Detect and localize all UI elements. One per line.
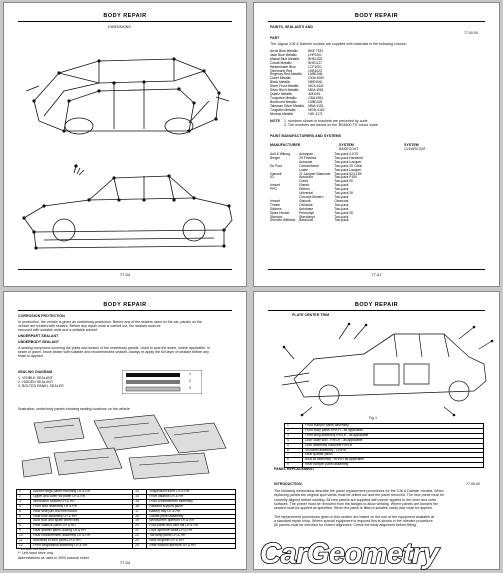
table-row (268, 113, 327, 117)
panel-exploded-diagram (254, 319, 500, 419)
clearcoat-system: Two-pack 2K Clear (334, 163, 363, 168)
page-number: 77-04 (119, 272, 131, 277)
legend-number: 14 (133, 494, 147, 499)
page-subtitle: DIMENSIONS (108, 25, 131, 29)
body-shell-top-diagram (4, 31, 247, 151)
manufacturer-name: Du Pont (270, 163, 282, 168)
sealing-legend-table (16, 489, 236, 549)
colour-code: BHE1117 (308, 60, 322, 65)
note-2: ** Left hand drive only (18, 551, 54, 555)
legend-number: 3 (17, 499, 31, 504)
page-sealant (3, 291, 247, 570)
clearcoat-system: Two-pack (334, 183, 349, 188)
basecoat-system: Cobra (299, 179, 309, 184)
header-rule (268, 310, 485, 311)
page-dimensions (3, 2, 247, 287)
basecoat-system: Lucite (299, 167, 308, 172)
clearcoat-system: Two-pack Hardener (334, 155, 364, 160)
legend-description: Wheelarch sealant LH & RH (31, 499, 133, 504)
clearcoat-system: Two-pack (334, 202, 349, 207)
colour-code: MNA 4151 (308, 103, 324, 108)
panel-number: 3 (285, 433, 303, 438)
panel-description: Front body panel RH/LH - as applicable (303, 428, 484, 433)
sealing-title: SEALING DIAGRAM (18, 370, 53, 374)
colour-name: Westminster Blue (270, 64, 296, 69)
manufacturer-name: Ault & Wiborg (270, 152, 291, 156)
basecoat-system: Basecoat (299, 218, 313, 223)
manufacturer-name: Inmont (270, 183, 281, 188)
legend-description: Scuttle panel assembly (147, 514, 236, 519)
underpart-title: UNDERPART SEALANT (18, 334, 59, 338)
manufacturer-name: PPG (270, 187, 277, 192)
colour-code: BKE 7331 (308, 49, 324, 53)
sealing-code-3: 3 (189, 386, 191, 390)
manufacturer-name: Trimite (270, 202, 280, 207)
page-number: 77-04 (119, 560, 131, 565)
legend-number: 13 (133, 490, 147, 495)
legend-description: Suspension turret LH & RH (147, 490, 236, 495)
basecoat-system: Centari/Imron (299, 163, 320, 168)
legend-number: 22 (133, 534, 147, 539)
page-panel-replacement (253, 291, 500, 570)
legend-description: Tail lamp panel LH & RH (147, 534, 236, 539)
colour-code: CKM 4060 (308, 76, 324, 81)
manufacturer-name: Berger (270, 155, 280, 160)
sealing-code-1: 1 (189, 372, 191, 376)
colour-code: LCF1001 (308, 64, 322, 69)
clearcoat-system: Two-pack P190 (334, 175, 358, 180)
intro-text: The Jaguar XJ6 & Daimler models are supplied with materials in the following colours: (270, 42, 407, 46)
header-rule (18, 310, 232, 311)
table-row (268, 219, 365, 223)
table-row (285, 463, 484, 468)
legend-number: 1 (17, 490, 31, 495)
colour-name: Buckhurst Metallic (270, 99, 297, 104)
basecoat-system: Permahyd (299, 210, 315, 215)
underbody-title: UNDERBODY SEALANT (18, 340, 60, 344)
legend-description: Windscreen aperture LH & RH (147, 519, 236, 524)
intro-line: All panels must be checked for correct alignment. Check the body alignment before fitting. (274, 523, 417, 528)
legend-number: 18 (133, 514, 147, 519)
watermark-logo: CarGeometry (260, 538, 439, 570)
legend-number: 10 (17, 534, 31, 539)
legend-row (17, 543, 236, 548)
note-1: * Vehicle not fitted (18, 547, 47, 551)
colour-code: BHE1022 (308, 56, 323, 61)
legend-description: Battery tray LH & RH (147, 509, 236, 514)
manufacturer-name: ICI (270, 175, 275, 180)
manufacturer-name: Sikkens (270, 206, 282, 211)
colour-code: CBA 4351 (308, 95, 324, 100)
manufacturer-name: Inmont (270, 198, 281, 203)
colour-name: Quartz Metallic (270, 91, 292, 96)
col-system-2: SYSTEM (404, 143, 419, 147)
page-number: 77-47 (371, 272, 382, 277)
sealing-item-3: 3. BOLTED PANEL SEALER (18, 384, 64, 388)
colour-code: LMB1025 (308, 99, 323, 104)
panels-table (284, 423, 484, 468)
basecoat-system: Concept Modern (299, 194, 324, 199)
clearcoat-system: Two-pack (334, 187, 349, 192)
colour-code: MGM 4162 (308, 107, 325, 112)
header-rule (268, 21, 485, 22)
legend-description: Rear quarter panel closing LH & RH (31, 529, 133, 534)
note-2: 2. The numbers are based on the 'BS4800 TS' colour scale (284, 123, 378, 127)
underbody-line-2: seam or panel, brush sealer with suitable and recommended sealant. Always re-apply the full layer of sealant before any (18, 350, 209, 354)
panel-description: Rear quarter panel (303, 453, 484, 458)
clearcoat-system: Two-pack 2K (334, 179, 354, 184)
panel-description: Boot lid assembly - RH/LH as applicable (303, 458, 484, 463)
diagram-caption: Illustration, underbody panels showing sealing locations on the vehicle (18, 407, 130, 411)
legend-number: 24 (133, 543, 147, 548)
colour-code: HJE 4171 (308, 111, 323, 116)
panel-description: Door assembly complete RH/LH (303, 443, 484, 448)
panel-description: Sill panel assembly - LH/RH (303, 448, 484, 453)
panel-description: Door outer skin - RH/LH - as applicable (303, 438, 484, 443)
legend-number: 19 (133, 519, 147, 524)
legend-number: 11 (17, 539, 31, 544)
colour-name: Mistral Blue Metallic (270, 56, 300, 61)
colour-name: Silver Frost Metallic (270, 84, 299, 89)
colour-name: Cobalt Metallic (270, 60, 292, 65)
colour-code: LHF0201 (308, 52, 322, 57)
sealing-item-1: 1. VISIBLE SEALANT (18, 376, 53, 380)
legend-description: Rear crossmember assembly LH & RH (31, 534, 133, 539)
colour-name: Claret Metallic (270, 76, 291, 81)
basecoat-system: Glasurit (299, 198, 311, 203)
footer-rule (18, 269, 232, 270)
manufacturers-title: PAINT MANUFACTURERS AND SYSTEMS (270, 134, 342, 138)
corrosion-title: CORROSION PROTECTION (18, 314, 65, 318)
legend-number: 16 (133, 504, 147, 509)
legend-description: Upper and lower sill panel LH & RH (31, 494, 133, 499)
page-header: BODY REPAIR (103, 302, 147, 308)
header-rule (18, 21, 232, 22)
section-code: 77.00.00 (464, 31, 478, 35)
basecoat-system: Autocolor (299, 175, 314, 180)
basecoat-system: Autobase (299, 206, 314, 211)
legend-description: Boot floor and spare wheel well (31, 519, 133, 524)
panels-title: PLATE CENTER TRIM (292, 313, 330, 317)
colour-name: Turquoise Metallic (270, 95, 297, 100)
colour-code: LKB1023 (308, 68, 322, 73)
colour-name: Glenmorie Red (270, 68, 293, 73)
basecoat-system: 2K Finishes (299, 155, 317, 160)
legend-description: Rear valance panel LH & RH (31, 524, 133, 529)
clearcoat-system: Two-pack (334, 214, 349, 219)
clearcoat-system: Two-pack (334, 206, 349, 211)
note-1: 1. numbers shown in brackets are preceded by code (284, 119, 368, 123)
colour-code: MDA 4051 (308, 88, 324, 93)
colour-table (268, 50, 327, 116)
basecoat-system: Autospan (299, 152, 314, 156)
legend-number: 9 (17, 529, 31, 534)
underbody-line-1: A sealing compound covering the joints and seams of the underbody panels. Used to seal the seam, where applicable, in (18, 346, 210, 350)
colour-name: Tungsten Metallic (270, 107, 296, 112)
panel-description: Front wing assembly RH/LH - as applicable (303, 433, 484, 438)
clearcoat-system: Two-pack 2K (334, 210, 354, 215)
legend-number: 21 (133, 529, 147, 534)
clearcoat-system: Two-pack 2K (334, 191, 354, 196)
intro-line: surfaces. The primer must be removed from the flanges to allow welding. Where panels are bonded the (274, 501, 439, 506)
section-title: PAINTS, SEALANTS AND (270, 25, 313, 29)
legend-description: Front floor assembly LH & RH (31, 504, 133, 509)
legend-description: Bulkhead to floor joints LH & RH (31, 539, 133, 544)
legend-number: 7 (17, 519, 31, 524)
clearcoat-system: Two-pack Lacquer (334, 159, 362, 164)
corrosion-line-3: removed with suitable tools and a suitable solvent. (18, 328, 99, 332)
legend-description: Rear floor assembly LH & RH (31, 514, 133, 519)
basecoat-system: Standohyd (299, 214, 315, 219)
legend-number: 17 (133, 509, 147, 514)
colour-code: LMB1046 (308, 72, 323, 77)
legend-description: Rear seat pan and heel board (31, 509, 133, 514)
manufacturer-name: Spies Hecker (270, 210, 290, 215)
page-header: BODY REPAIR (354, 302, 399, 308)
legend-description: Rear window aperture LH & RH (147, 543, 236, 548)
panel-number: 9 (285, 463, 303, 468)
panel-number: 6 (285, 448, 303, 453)
legend-description: Front longitudinal assembly LH & RH (31, 543, 133, 548)
intro-line: correctly aligned before welding. All new panels are supplied with primer applied to the inner and outer (274, 497, 437, 502)
page-paints (253, 2, 500, 287)
basecoat-system: Deltron (299, 187, 310, 192)
col-system-1: SYSTEM (339, 143, 354, 147)
replacement-title: PANEL REPLACEMENT (274, 467, 315, 471)
basecoat-system: Universal (299, 191, 313, 196)
page-header: BODY REPAIR (103, 13, 147, 19)
clearcoat-system: Clearcoat (334, 198, 349, 203)
introduction-code: 77.00.00 (466, 482, 480, 486)
basecoat-system: Autocoat (299, 159, 313, 164)
legend-description: Roof panel and cant rail LH & RH (147, 524, 236, 529)
corrosion-line-1: In production, the vehicle is given an underbody protection. Before any of the sealers used on the car, panels on the (18, 320, 203, 324)
legend-number: 20 (133, 524, 147, 529)
legend-description: Bonnet hinge panel mounting LH & RH (31, 490, 133, 495)
panel-number: 7 (285, 453, 303, 458)
panel-description: Front bumper panel assembly (303, 424, 484, 429)
colour-name: Talisman Silver Metallic (270, 103, 305, 108)
colour-name: Black Metallic (270, 80, 291, 85)
figure-label: Fig 1 (369, 416, 377, 420)
panel-number: 5 (285, 443, 303, 448)
colour-name: Nimbus Metallic (270, 111, 294, 116)
part-label: PART (270, 36, 280, 40)
colour-name: Regency Red Metallic (270, 72, 303, 77)
panel-number: 1 (285, 424, 303, 429)
introduction-title: INTRODUCTION (274, 482, 302, 486)
clearcoat-system: Two-pack (334, 194, 349, 199)
legend-description: Radiator support panel (147, 504, 236, 509)
legend-number: 12 (17, 543, 31, 548)
colour-name: Arctic Blue Metallic (270, 49, 298, 53)
basecoat-system: Glasso (299, 183, 310, 188)
panel-number: 4 (285, 438, 303, 443)
note-label: NOTE (270, 119, 280, 123)
abbreviations-note: Abbreviations as used in 2000 manual sheet (18, 556, 89, 560)
intro-line: sealant must be applied as specified. When the panel is fitted a suitable cavity wax must be applied. (274, 506, 433, 511)
manufacturers-table (268, 153, 365, 223)
manufacturer-name: Sherwin Williams (270, 218, 296, 223)
clearcoat-system: Two-pack 923-155 (334, 171, 362, 176)
colour-name: Jade Blue Metallic (270, 52, 297, 57)
legend-description: Front crossmember assembly (147, 499, 236, 504)
col-clearcoat: CLEARCOAT (404, 147, 426, 151)
clearcoat-system: Two-pack Lacquer (334, 167, 362, 172)
colour-code: NBE4040 (308, 80, 323, 85)
intro-line: replacing panels the original spot welds must be drilled out and the panel removed. The new panel must be (274, 493, 445, 498)
clearcoat-system: Two-pack 2-K70 (334, 152, 359, 156)
colour-name: Silver Birch Metallic (270, 88, 299, 93)
legend-number: 15 (133, 499, 147, 504)
intro-line: a standard repair shop. Where special equipment is required this is shown in the relevant procedure. (274, 519, 434, 524)
colour-code: AM1001 (308, 91, 321, 96)
sealing-code-2: 2 (189, 379, 191, 383)
panel-number: 8 (285, 458, 303, 463)
underbody-exploded-diagram (4, 413, 247, 485)
manufacturer-name: Standox (270, 214, 283, 219)
legend-number: 5 (17, 509, 31, 514)
col-manufacturer: MANUFACTURER (270, 143, 301, 147)
intro-line: The replacement procedures given in this section are based on the use of the equipment available at (274, 514, 435, 519)
basecoat-system: 21 Lacquer Basecoat (299, 171, 331, 176)
panel-description: Rear bumper panel assembly (303, 463, 484, 468)
intro-line: The following instructions describe the panel replacement procedures for the XJ6 & Daimler models. When (274, 489, 444, 493)
legend-description: Front valance LH & RH (147, 494, 236, 499)
legend-description: Boot lid gutter LH & RH (147, 539, 236, 544)
clearcoat-system: Two-pack (334, 218, 349, 223)
col-basecoat: BASECOAT (339, 147, 359, 151)
colour-code: MCA 4441 (308, 84, 324, 89)
legend-number: 23 (133, 539, 147, 544)
legend-number: 4 (17, 504, 31, 509)
underbody-line-3: finish is applied. (18, 354, 44, 358)
body-shell-side-diagram (4, 158, 247, 268)
sealing-item-2: 2. HIDDEN SEALANT (18, 380, 54, 384)
legend-number: 6 (17, 514, 31, 519)
legend-description: Door aperture seals LH & RH (147, 529, 236, 534)
footer-rule (268, 269, 485, 270)
corrosion-line-2: vehicle are treated with sealant. Before any repair work is carried out, the sealant must be (18, 324, 161, 328)
legend-number: 8 (17, 524, 31, 529)
manufacturer-name: Glasurit (270, 171, 282, 176)
page-header: BODY REPAIR (354, 13, 399, 19)
legend-number: 2 (17, 494, 31, 499)
basecoat-system: Cellulose (299, 202, 313, 207)
panel-number: 2 (285, 428, 303, 433)
